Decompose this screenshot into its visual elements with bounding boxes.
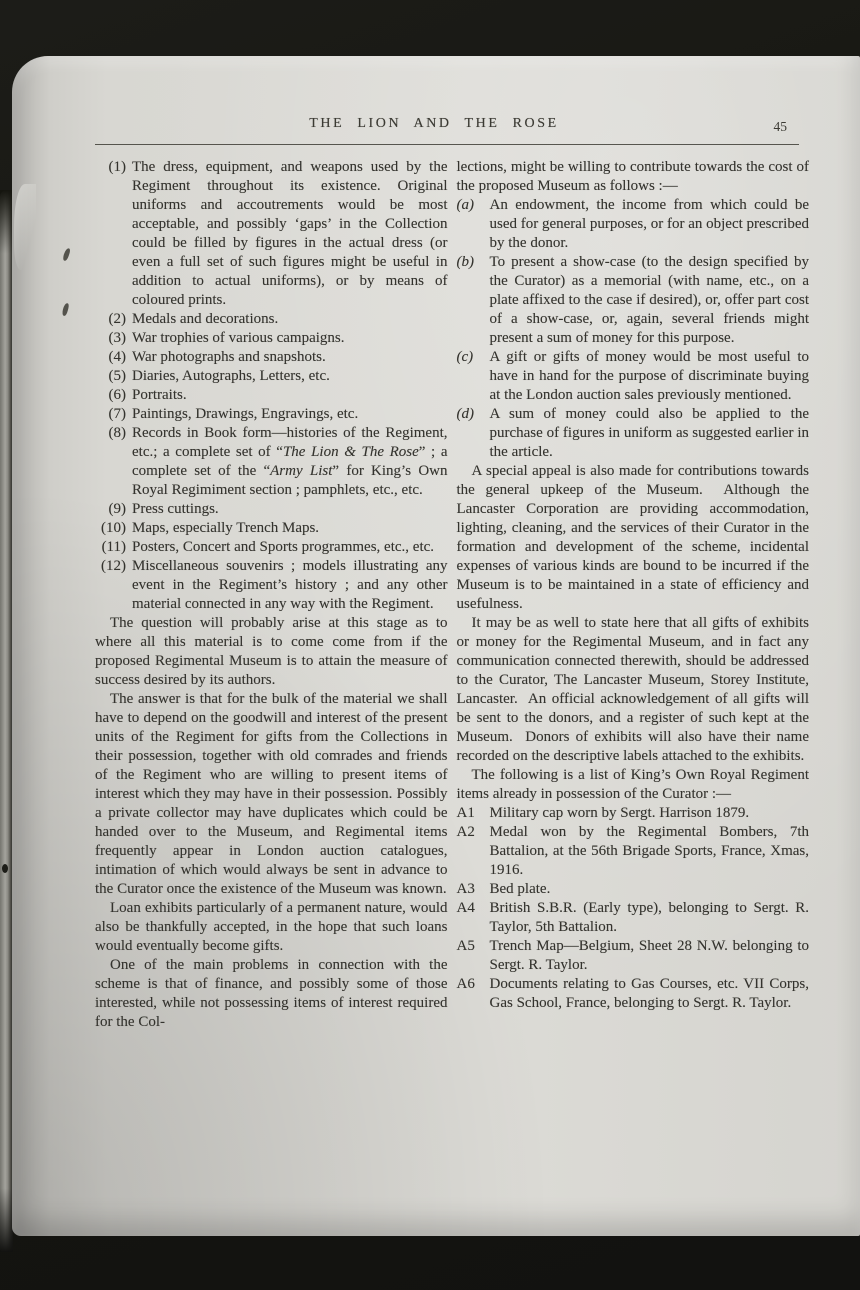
text-columns xyxy=(95,158,809,1032)
paragraph: Loan exhibits particularly of a permanent nature, would also be thankfully accepted, in the hope that such loans would eventually become gifts. xyxy=(95,900,448,954)
item-number: (10) xyxy=(101,520,126,536)
item-letter: (c) xyxy=(456,349,474,365)
page-corner-curl xyxy=(14,184,36,270)
list-item xyxy=(95,519,448,538)
paragraph: A special appeal is also made for contributions towards the general upkeep of the Museum. Although the Lancaster Corporation are providing accommodation, lighting, cleaning, and the services of their Curator in the formation and development of the scheme, incidental expenses of various kinds are bound to be incurred if the Museum is to be maintained in a state of efficiency and usefulness. xyxy=(456,463,809,612)
list-item xyxy=(457,823,810,880)
page-content xyxy=(95,116,809,1032)
page-number: 45 xyxy=(773,119,787,134)
item-text: Military cap worn by Sergt. Harrison 1879. xyxy=(489,805,750,821)
item-text: Bed plate. xyxy=(489,881,551,897)
item-text: Portraits. xyxy=(132,387,187,403)
item-text: Medal won by the Regimental Bombers, 7th Battalion, at the 56th Brigade Sports, France, Xmas, 1916. xyxy=(489,824,809,878)
list-item xyxy=(457,405,810,462)
item-text: Documents relating to Gas Courses, etc. VII Corps, Gas School, France, belonging to Sergt. R. Taylor. xyxy=(489,976,809,1011)
list-item xyxy=(457,196,810,253)
item-letter: (b) xyxy=(456,254,474,270)
accession-number: A6 xyxy=(456,976,475,992)
item-text: Maps, especially Trench Maps. xyxy=(132,520,320,536)
margin-mark xyxy=(62,248,71,262)
item-text: War photographs and snapshots. xyxy=(132,349,326,365)
item-number: (8) xyxy=(108,425,126,441)
list-item xyxy=(457,880,810,899)
list-item xyxy=(95,158,448,310)
item-number: (3) xyxy=(108,330,126,346)
item-letter: (d) xyxy=(456,406,474,422)
item-text: Paintings, Drawings, Engravings, etc. xyxy=(132,406,359,422)
item-number: (11) xyxy=(101,539,126,555)
list-item xyxy=(457,253,810,348)
item-text: Records in Book form—histories of the Regiment, etc.; a complete set of “The Lion & The Rose” ; a complete set of the “Army List” for King’s Own Royal Regimiment section ; pamphlets, etc., etc. xyxy=(132,425,448,498)
accession-number: A4 xyxy=(456,900,475,916)
item-text: Diaries, Autographs, Letters, etc. xyxy=(132,368,330,384)
list-item xyxy=(457,975,810,1013)
list-item xyxy=(95,424,448,500)
item-number: (1) xyxy=(108,159,126,175)
right-paragraphs xyxy=(457,462,810,804)
item-text: Medals and decorations. xyxy=(132,311,279,327)
item-number: (6) xyxy=(108,387,126,403)
item-text: War trophies of various campaigns. xyxy=(132,330,345,346)
accession-number: A5 xyxy=(456,938,475,954)
item-text: Trench Map—Belgium, Sheet 28 N.W. belonging to Sergt. R. Taylor. xyxy=(489,938,809,973)
list-item xyxy=(457,899,810,937)
list-item xyxy=(457,348,810,405)
item-number: (5) xyxy=(108,368,126,384)
numbered-list xyxy=(95,158,448,614)
item-number: (2) xyxy=(108,311,126,327)
item-text: Press cuttings. xyxy=(132,501,219,517)
list-item xyxy=(95,538,448,557)
list-item xyxy=(95,405,448,424)
item-number: (9) xyxy=(108,501,126,517)
item-text: The dress, equipment, and weapons used by the Regiment throughout its existence. Original uniforms and accoutrements would be most acceptable, and possibly ‘gaps’ in the Collection could be filled by figures in the actual dress (or even a full set of such figures might be useful in addition to actual uniforms), or by means of coloured prints. xyxy=(132,159,448,308)
accession-number: A3 xyxy=(456,881,475,897)
item-text: To present a show-case (to the design specified by the Curator) as a memorial (with name, etc., on a plate affixed to the case if desired), or, offer part cost of a show-case, or, again, several friends might present a sum of money for this purpose. xyxy=(489,254,809,346)
list-item xyxy=(95,310,448,329)
item-number: (12) xyxy=(101,558,126,574)
list-item xyxy=(95,557,448,614)
paragraph: The following is a list of King’s Own Royal Regiment items already in possession of the Curator :— xyxy=(456,767,809,802)
paragraph: The answer is that for the bulk of the material we shall have to depend on the goodwill and interest of the present units of the Regiment for gifts from the Collections in their possession, together with old comrades and friends of the Regiment who are willing to present items of interest which they may have in their possession. Possibly a private collector may have duplicates which could be handed over to the Museum, and Regimental items frequently appear in London auction catalogues, intimation of which would always be sent in advance to the Curator once the existence of the Museum was known. xyxy=(95,691,448,897)
right-column xyxy=(457,158,810,1032)
accession-list xyxy=(457,804,810,1013)
item-text: Posters, Concert and Sports programmes, etc., etc. xyxy=(132,539,435,555)
list-item xyxy=(95,367,448,386)
list-item xyxy=(457,804,810,823)
spine-speck xyxy=(2,864,8,873)
continuation-paragraph: lections, might be willing to contribute towards the cost of the proposed Museum as follows :— xyxy=(456,159,809,194)
paragraph: It may be as well to state here that all gifts of exhibits or money for the Regimental Museum, and in fact any communication connected therewith, should be addressed to the Curator, The Lancaster Museum, Storey Institute, Lancaster. An official acknowledgement of all gifts will be sent to the donors, and a register of such kept at the Museum. Donors of exhibits will also have their name recorded on the descriptive labels attached to the exhibits. xyxy=(456,615,809,764)
item-number: (7) xyxy=(108,406,126,422)
item-text: British S.B.R. (Early type), belonging to Sergt. R. Taylor, 5th Battalion. xyxy=(489,900,809,935)
list-item xyxy=(95,386,448,405)
list-item xyxy=(95,500,448,519)
item-text: An endowment, the income from which could be used for general purposes, or for an object prescribed by the donor. xyxy=(489,197,809,251)
margin-mark xyxy=(62,303,70,317)
item-number: (4) xyxy=(108,349,126,365)
book-page xyxy=(12,56,860,1236)
paragraph: The question will probably arise at this stage as to where all this material is to come come from if the proposed Regimental Museum is to attain the measure of success desired by its authors. xyxy=(95,615,448,688)
list-item xyxy=(457,937,810,975)
paragraph: One of the main problems in connection with the scheme is that of finance, and possibly some of those interested, while not possessing items of interest required for the Col- xyxy=(95,957,448,1030)
list-item xyxy=(95,329,448,348)
list-item xyxy=(95,348,448,367)
item-text: A gift or gifts of money would be most useful to have in hand for the purpose of discriminate buying at the London auction sales previously mentioned. xyxy=(489,349,809,403)
item-letter: (a) xyxy=(456,197,474,213)
item-text: Miscellaneous souvenirs ; models illustrating any event in the Regiment’s history ; and any other material connected in any way with the Regiment. xyxy=(132,558,448,612)
running-title: THE LION AND THE ROSE xyxy=(309,116,559,131)
left-column xyxy=(95,158,448,1032)
lettered-list xyxy=(457,196,810,462)
page-header xyxy=(95,116,809,146)
left-paragraphs xyxy=(95,614,448,1032)
accession-number: A1 xyxy=(456,805,475,821)
accession-number: A2 xyxy=(456,824,475,840)
item-text: A sum of money could also be applied to the purchase of figures in uniform as suggested earlier in the article. xyxy=(489,406,809,460)
